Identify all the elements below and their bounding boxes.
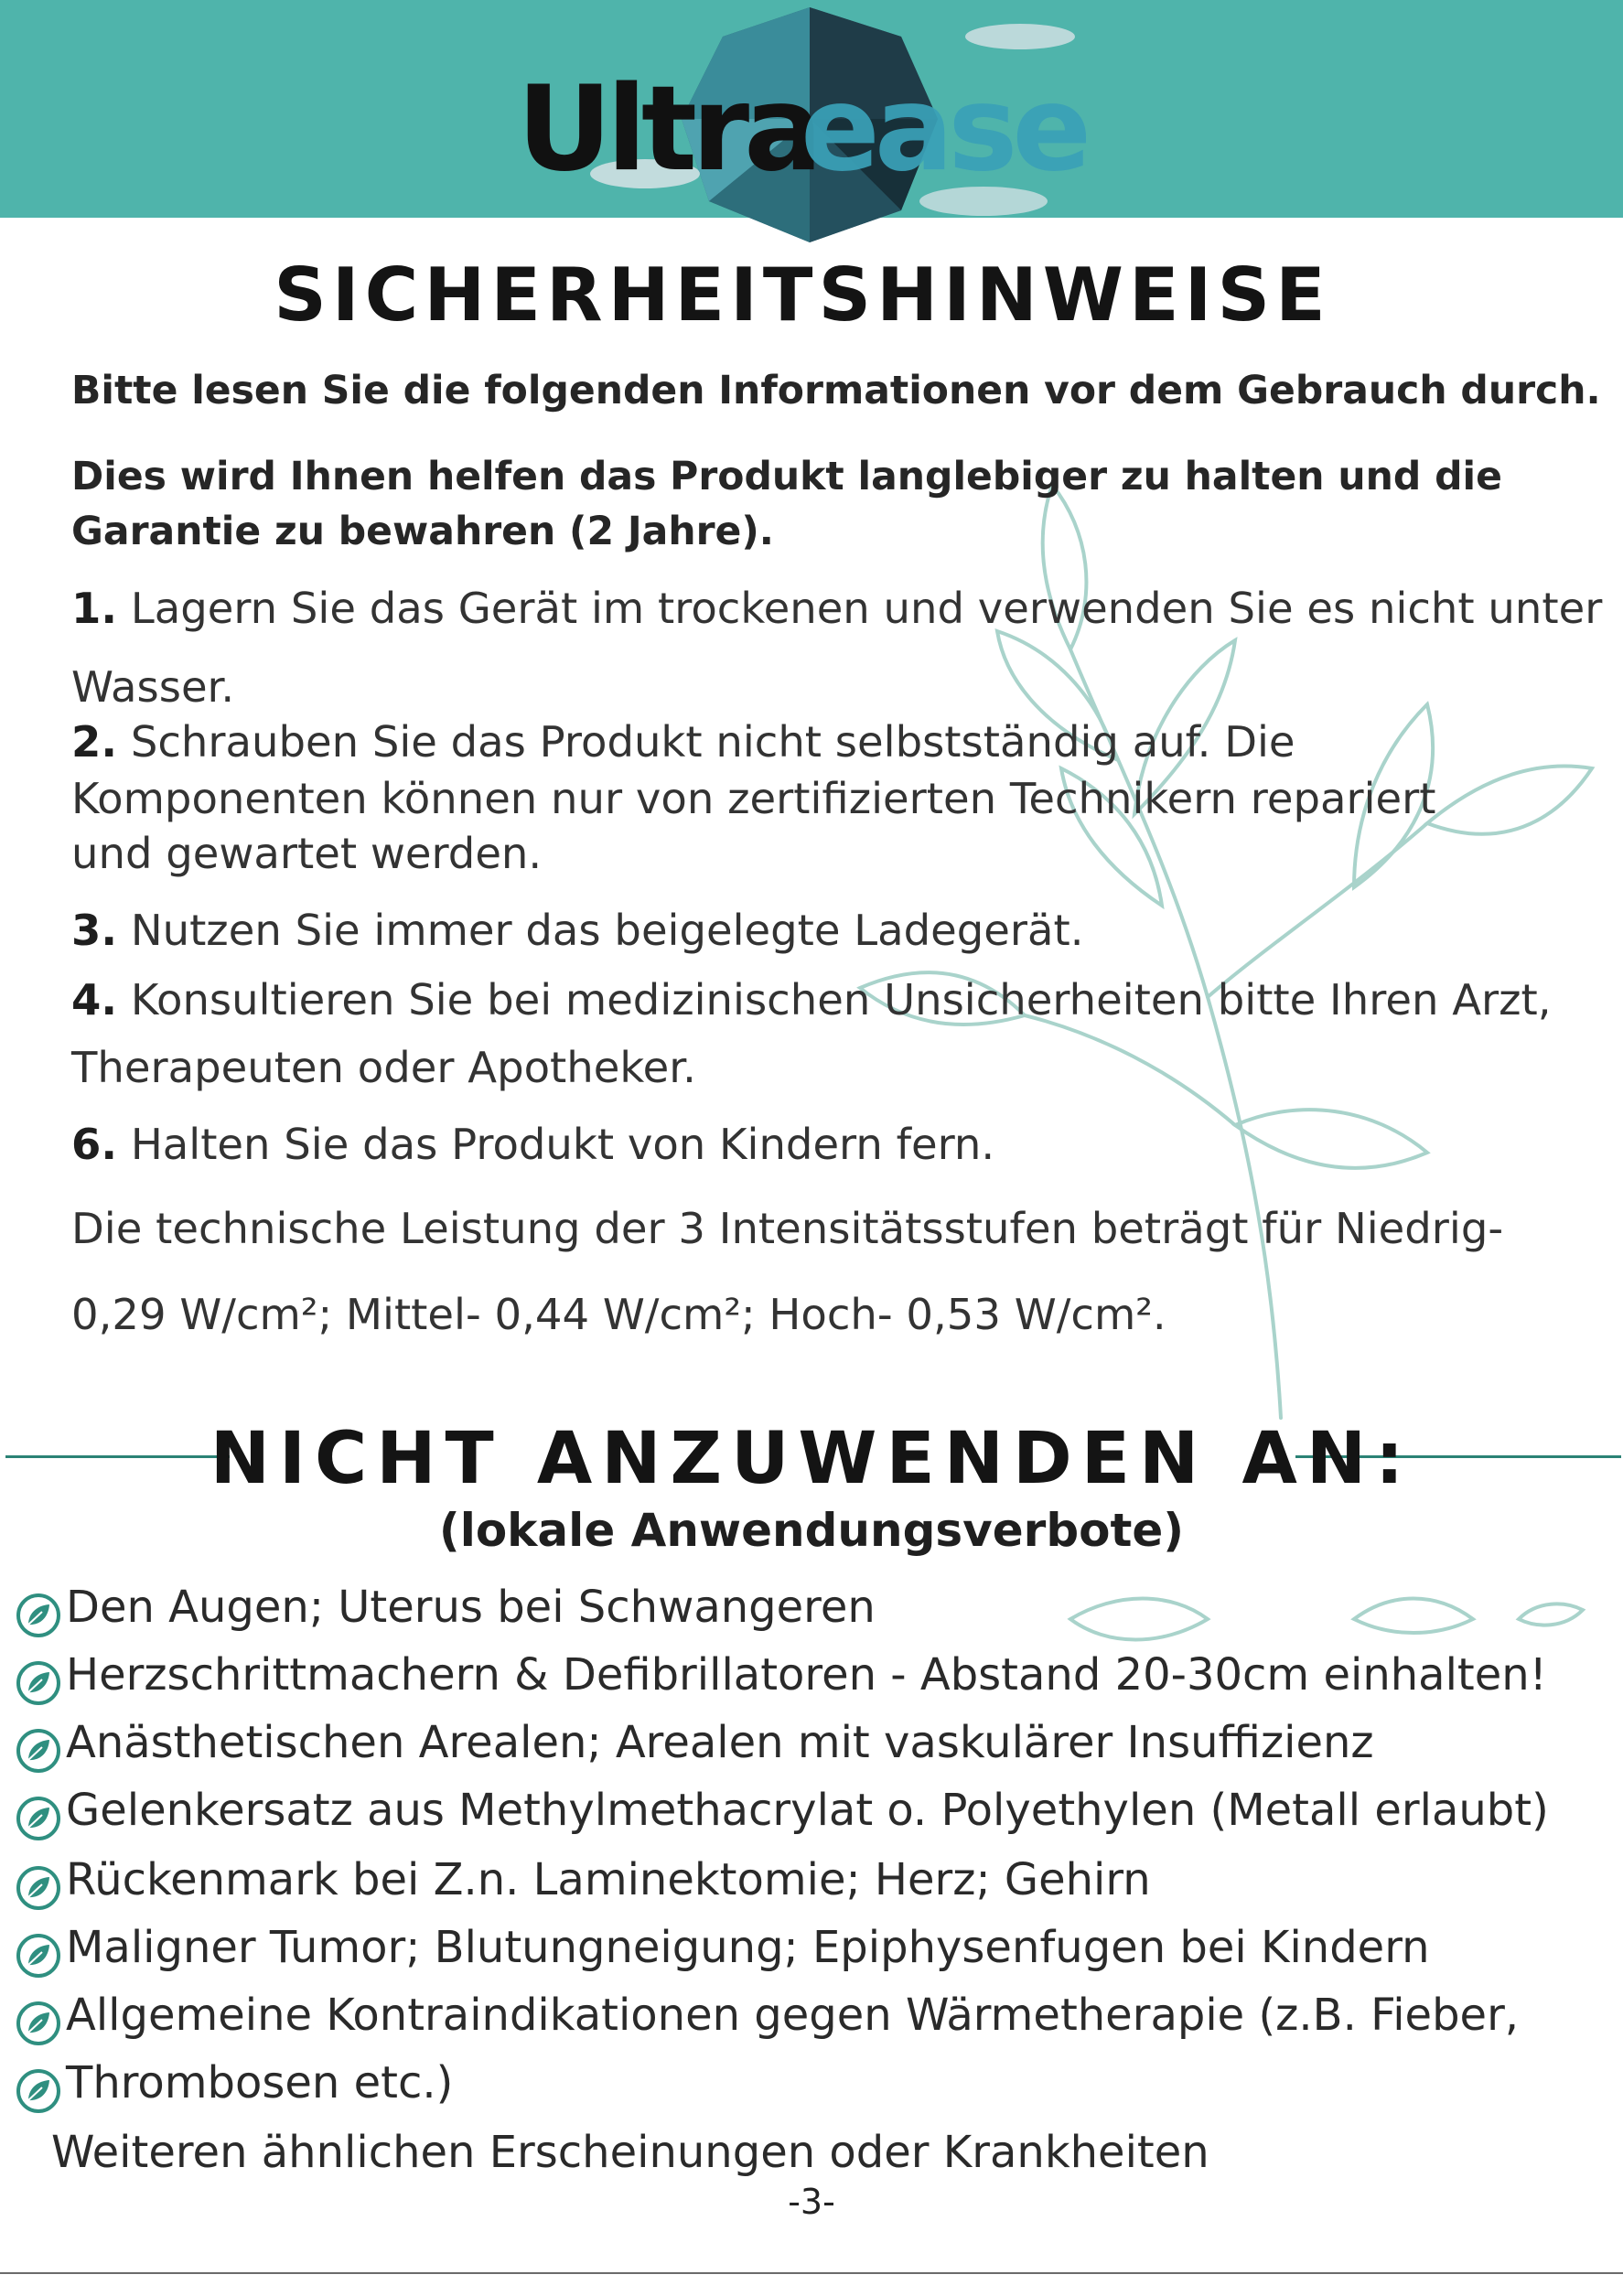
instruction-item: [71, 1120, 994, 1169]
intro-warranty-line1: Dies wird Ihnen helfen das Produkt langlebiger zu halten und die: [71, 455, 1502, 499]
power-spec-line: [71, 1204, 1503, 1253]
instruction-text: Halten Sie das Produkt von Kindern fern.: [130, 1120, 995, 1169]
instruction-number: 2.: [71, 717, 118, 767]
instruction-number: 1.: [71, 584, 118, 633]
page-title: SICHERHEITSHINWEISE: [274, 252, 1331, 338]
page-number: -3-: [788, 2182, 835, 2222]
power-spec-text: Die technische Leistung der 3 Intensitätsstufen beträgt für Niedrig-: [71, 1204, 1504, 1253]
leaf-icon: [15, 1592, 62, 1639]
leaf-icon: [15, 2067, 62, 2115]
instruction-item: [71, 975, 1552, 1025]
instruction-number: 6.: [71, 1120, 118, 1169]
instruction-text: Konsultieren Sie bei medizinischen Unsicherheiten bitte Ihren Arzt,: [130, 975, 1552, 1025]
instruction-text: Lagern Sie das Gerät im trockenen und verwenden Sie es nicht unter: [130, 584, 1603, 633]
leaf-icon: [15, 1659, 62, 1707]
instruction-item: [71, 717, 1295, 767]
contraindication-text: Thrombosen etc.): [66, 2057, 454, 2108]
instruction-number: 3.: [71, 906, 118, 955]
leaf-icon: [15, 2000, 62, 2047]
contraindication-text: Rückenmark bei Z.n. Laminektomie; Herz; Gehirn: [66, 1854, 1151, 1905]
contraindication-text: Allgemeine Kontraindikationen gegen Wärmetherapie (z.B. Fieber,: [66, 1990, 1520, 2041]
svg-text:ease: ease: [801, 61, 1087, 198]
instruction-text: Komponenten können nur von zertifizierten Technikern repariert: [71, 774, 1436, 823]
contraindication-text: Anästhetischen Arealen; Arealen mit vaskulärer Insuffizienz: [66, 1717, 1374, 1768]
instruction-text: Nutzen Sie immer das beigelegte Ladegerät.: [130, 906, 1084, 955]
instruction-item: [71, 829, 542, 878]
leaf-icon: [15, 1864, 62, 1912]
instruction-item: [71, 584, 1602, 633]
instruction-text: Wasser.: [71, 662, 235, 712]
contraindication-footer: Weiteren ähnlichen Erscheinungen oder Krankheiten: [51, 2127, 1209, 2178]
instruction-item: [71, 774, 1436, 823]
instruction-number: 4.: [71, 975, 118, 1025]
leaf-icon: [15, 1727, 62, 1775]
instruction-text: Therapeuten oder Apotheker.: [71, 1043, 696, 1092]
contraindication-text: Herzschrittmachern & Defibrillatoren - Abstand 20-30cm einhalten!: [66, 1649, 1547, 1701]
contraindication-text: Maligner Tumor; Blutungneigung; Epiphysenfugen bei Kindern: [66, 1922, 1430, 1973]
intro-warranty-line2: Garantie zu bewahren (2 Jahre).: [71, 510, 774, 554]
instruction-item: [71, 1043, 696, 1092]
contraindication-text: Gelenkersatz aus Methylmethacrylat o. Polyethylen (Metall erlaubt): [66, 1785, 1549, 1836]
leaf-icon: [15, 1932, 62, 1979]
instruction-text: Schrauben Sie das Produkt nicht selbstständig auf. Die: [130, 717, 1295, 767]
intro-line: Bitte lesen Sie die folgenden Informationen vor dem Gebrauch durch.: [71, 369, 1601, 413]
bottom-border: [0, 2272, 1623, 2274]
instruction-item: [71, 662, 234, 712]
instruction-text: und gewartet werden.: [71, 829, 543, 878]
power-spec-line: [71, 1290, 1166, 1339]
svg-text:Ultra: Ultra: [517, 61, 818, 198]
power-spec-values: 0,29 W/cm²; Mittel- 0,44 W/cm²; Hoch- 0,53 W/cm².: [71, 1290, 1166, 1339]
contraindications-subtitle: (lokale Anwendungsverbote): [438, 1504, 1185, 1557]
contraindications-title: NICHT ANZUWENDEN AN:: [210, 1418, 1413, 1500]
instruction-item: [71, 906, 1084, 955]
intro-warranty: [71, 450, 1608, 560]
brand-logo: [508, 0, 1130, 274]
leaf-icon: [15, 1795, 62, 1842]
contraindication-text: Den Augen; Uterus bei Schwangeren: [66, 1582, 876, 1633]
